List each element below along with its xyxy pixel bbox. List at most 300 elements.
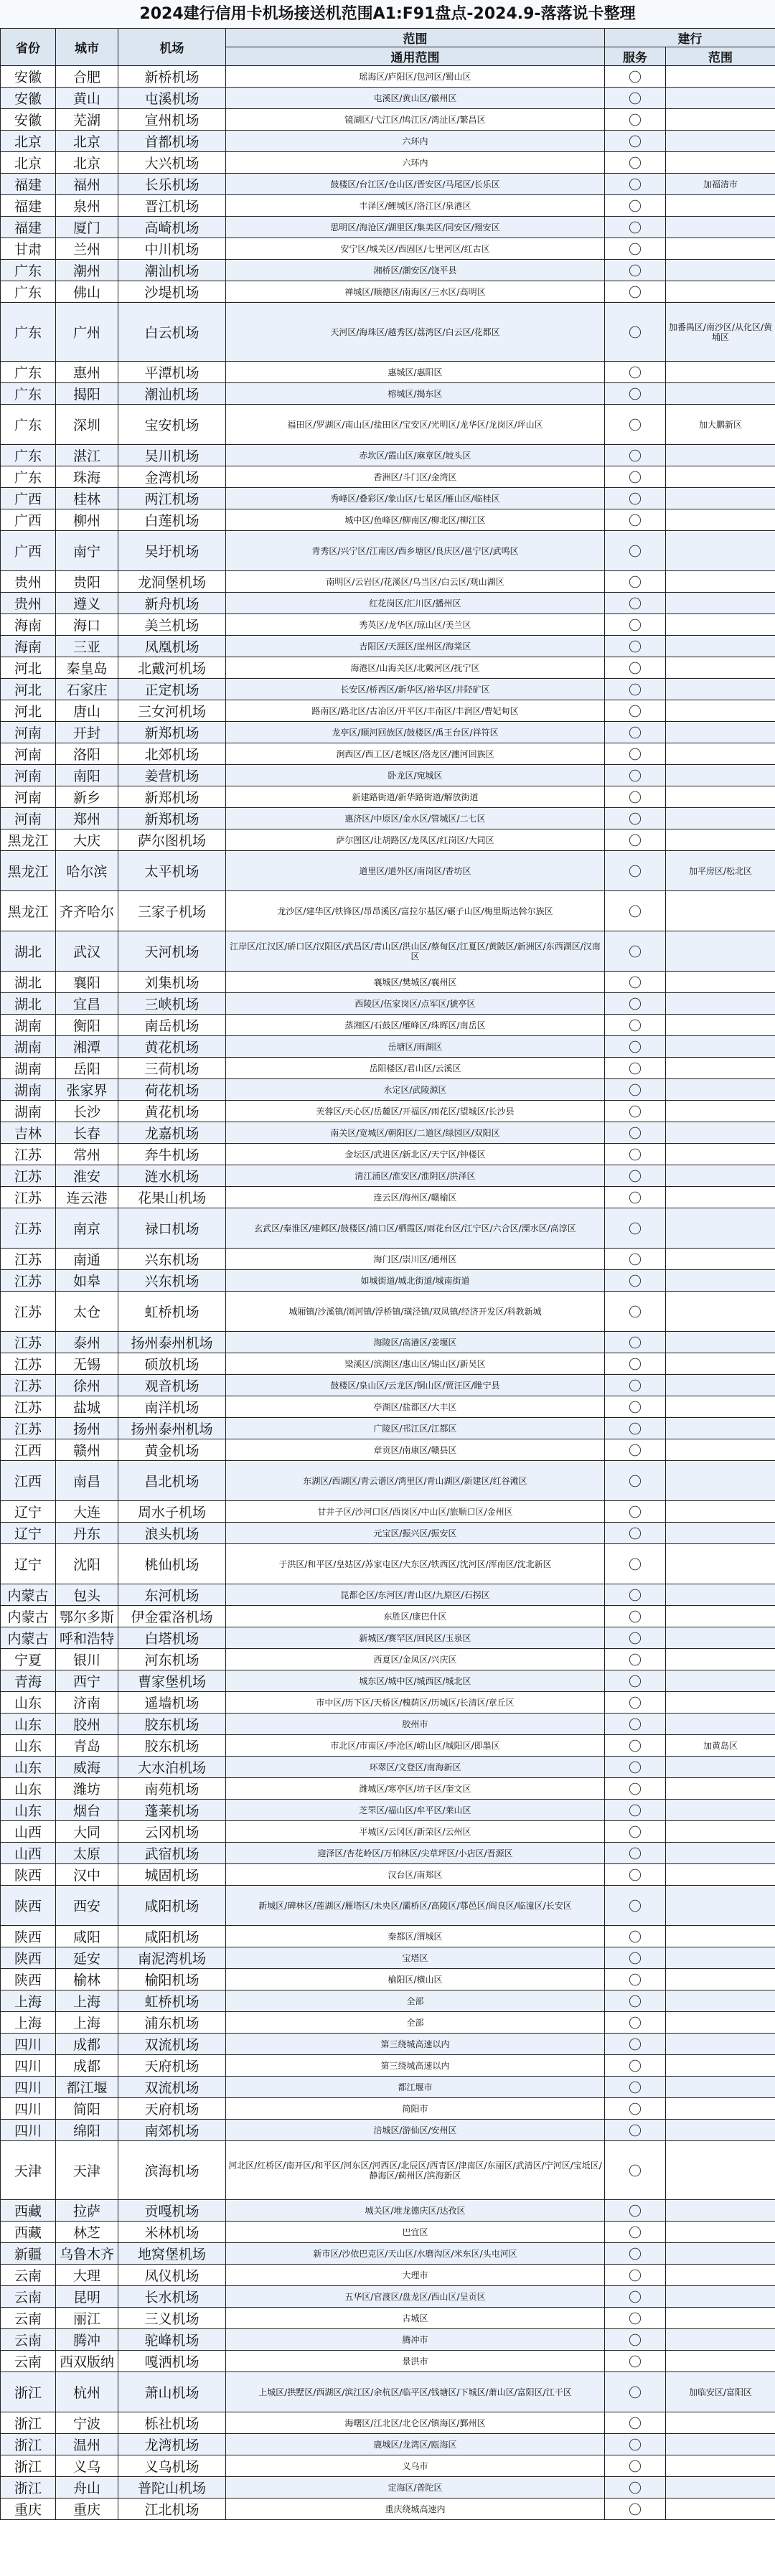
- airport-cell: 大水泊机场: [118, 1757, 226, 1778]
- service-mark-cell: 〇: [605, 1036, 666, 1058]
- province-cell: 陕西: [1, 1969, 56, 1990]
- province-cell: 四川: [1, 2098, 56, 2120]
- city-cell: 湘潭: [56, 1036, 118, 1058]
- service-mark-cell: 〇: [605, 1670, 666, 1692]
- airport-cell: 黄花机场: [118, 1101, 226, 1122]
- city-cell: 宜昌: [56, 993, 118, 1015]
- ccb-range-cell: [666, 1843, 775, 1864]
- header-airport: 机场: [118, 29, 226, 66]
- province-cell: 山西: [1, 1821, 56, 1843]
- province-cell: 河南: [1, 743, 56, 765]
- ccb-range-cell: [666, 1649, 775, 1670]
- general-range-cell: 六环内: [226, 152, 605, 174]
- service-mark-cell: 〇: [605, 488, 666, 509]
- table-row: [1, 531, 775, 571]
- table-row: [1, 66, 775, 88]
- ccb-range-cell: [666, 1165, 775, 1187]
- ccb-range-cell: [666, 1249, 775, 1270]
- general-range-cell: 六环内: [226, 131, 605, 152]
- table-row: [1, 1584, 775, 1606]
- table-row: [1, 1058, 775, 1079]
- city-cell: 威海: [56, 1757, 118, 1778]
- city-cell: 石家庄: [56, 679, 118, 700]
- general-range-cell: 五华区/官渡区/盘龙区/西山区/呈贡区: [226, 2286, 605, 2308]
- service-mark-cell: 〇: [605, 1544, 666, 1584]
- city-cell: 宁波: [56, 2412, 118, 2434]
- service-mark-cell: 〇: [605, 1584, 666, 1606]
- province-cell: 云南: [1, 2265, 56, 2286]
- city-cell: 厦门: [56, 217, 118, 238]
- ccb-range-cell: [666, 1501, 775, 1523]
- city-cell: 南通: [56, 1249, 118, 1270]
- service-mark-cell: 〇: [605, 2077, 666, 2098]
- general-range-cell: 景洪市: [226, 2351, 605, 2372]
- province-cell: 湖北: [1, 931, 56, 972]
- general-range-cell: 涪城区/游仙区/安州区: [226, 2120, 605, 2141]
- general-range-cell: 昆都仑区/东河区/青山区/九原区/石拐区: [226, 1584, 605, 1606]
- general-range-cell: 丰泽区/鲤城区/洛江区/泉港区: [226, 195, 605, 217]
- table-row: [1, 2098, 775, 2120]
- city-cell: 湛江: [56, 445, 118, 466]
- province-cell: 山西: [1, 1843, 56, 1864]
- table-row: [1, 2243, 775, 2265]
- general-range-cell: 瑶海区/庐阳区/包河区/蜀山区: [226, 66, 605, 88]
- table-row: [1, 1843, 775, 1864]
- table-row: [1, 1692, 775, 1714]
- province-cell: 河北: [1, 700, 56, 722]
- ccb-range-cell: [666, 2098, 775, 2120]
- general-range-cell: 榆阳区/横山区: [226, 1969, 605, 1990]
- airport-cell: 地窝堡机场: [118, 2243, 226, 2265]
- table-row: [1, 2286, 775, 2308]
- province-cell: 福建: [1, 195, 56, 217]
- ccb-range-cell: [666, 1523, 775, 1544]
- table-row: [1, 1990, 775, 2012]
- airport-cell: 扬州泰州机场: [118, 1332, 226, 1353]
- ccb-range-cell: [666, 993, 775, 1015]
- ccb-range-cell: [666, 1990, 775, 2012]
- table-row: [1, 1461, 775, 1501]
- general-range-cell: 鼓楼区/泉山区/云龙区/铜山区/贾汪区/睢宁县: [226, 1375, 605, 1396]
- ccb-range-cell: 加福清市: [666, 174, 775, 195]
- service-mark-cell: 〇: [605, 931, 666, 972]
- city-cell: 遵义: [56, 593, 118, 614]
- general-range-cell: 新建路街道/新华路街道/解放街道: [226, 786, 605, 808]
- service-mark-cell: 〇: [605, 1375, 666, 1396]
- general-range-cell: 思明区/海沧区/湖里区/集美区/同安区/翔安区: [226, 217, 605, 238]
- ccb-range-cell: [666, 1036, 775, 1058]
- airport-cell: 美兰机场: [118, 614, 226, 636]
- airport-cell: 嘎洒机场: [118, 2351, 226, 2372]
- general-range-cell: 鼓楼区/台江区/仓山区/晋安区/马尾区/长乐区: [226, 174, 605, 195]
- province-cell: 江西: [1, 1461, 56, 1501]
- general-range-cell: 路南区/路北区/古冶区/开平区/丰南区/丰润区/曹妃甸区: [226, 700, 605, 722]
- city-cell: 南京: [56, 1208, 118, 1249]
- airport-cell: 花果山机场: [118, 1187, 226, 1208]
- general-range-cell: 福田区/罗湖区/南山区/盐田区/宝安区/光明区/龙华区/龙岗区/坪山区: [226, 405, 605, 445]
- city-cell: 洛阳: [56, 743, 118, 765]
- general-range-cell: 海曙区/江北区/北仑区/镇海区/鄞州区: [226, 2412, 605, 2434]
- city-cell: 大理: [56, 2265, 118, 2286]
- city-cell: 鄂尔多斯: [56, 1606, 118, 1627]
- service-mark-cell: 〇: [605, 2141, 666, 2200]
- page-title: 2024建行信用卡机场接送机范围A1:F91盘点-2024.9-落落说卡整理: [0, 0, 775, 28]
- ccb-range-cell: [666, 509, 775, 531]
- table-row: [1, 1036, 775, 1058]
- airport-cell: 双流机场: [118, 2034, 226, 2055]
- service-mark-cell: 〇: [605, 614, 666, 636]
- general-range-cell: 城东区/城中区/城西区/城北区: [226, 1670, 605, 1692]
- airport-range-table: [0, 28, 775, 2520]
- city-cell: 佛山: [56, 281, 118, 303]
- service-mark-cell: 〇: [605, 1332, 666, 1353]
- header-province: 省份: [1, 29, 56, 66]
- province-cell: 福建: [1, 217, 56, 238]
- province-cell: 四川: [1, 2034, 56, 2055]
- table-row: [1, 2034, 775, 2055]
- table-row: [1, 2329, 775, 2351]
- airport-cell: 虹桥机场: [118, 1292, 226, 1332]
- airport-cell: 江北机场: [118, 2499, 226, 2520]
- service-mark-cell: 〇: [605, 829, 666, 851]
- table-row: [1, 195, 775, 217]
- province-cell: 宁夏: [1, 1649, 56, 1670]
- service-mark-cell: 〇: [605, 1990, 666, 2012]
- province-cell: 陕西: [1, 1926, 56, 1947]
- airport-cell: 潮汕机场: [118, 383, 226, 405]
- general-range-cell: 秦都区/渭城区: [226, 1926, 605, 1947]
- ccb-range-cell: [666, 488, 775, 509]
- ccb-range-cell: [666, 131, 775, 152]
- airport-cell: 凤凰机场: [118, 636, 226, 657]
- airport-cell: 奔牛机场: [118, 1144, 226, 1165]
- province-cell: 辽宁: [1, 1544, 56, 1584]
- province-cell: 新疆: [1, 2243, 56, 2265]
- province-cell: 山东: [1, 1757, 56, 1778]
- province-cell: 山东: [1, 1692, 56, 1714]
- table-row: [1, 829, 775, 851]
- general-range-cell: 榕城区/揭东区: [226, 383, 605, 405]
- city-cell: 沈阳: [56, 1544, 118, 1584]
- airport-cell: 栎社机场: [118, 2412, 226, 2434]
- airport-cell: 三荷机场: [118, 1058, 226, 1079]
- airport-cell: 宣州机场: [118, 109, 226, 131]
- province-cell: 江苏: [1, 1418, 56, 1439]
- table-row: [1, 1670, 775, 1692]
- service-mark-cell: 〇: [605, 2477, 666, 2499]
- province-cell: 广东: [1, 445, 56, 466]
- city-cell: 拉萨: [56, 2200, 118, 2222]
- airport-cell: 两江机场: [118, 488, 226, 509]
- airport-cell: 沙堤机场: [118, 281, 226, 303]
- general-range-cell: 新市区/沙依巴克区/天山区/水磨沟区/米东区/头屯河区: [226, 2243, 605, 2265]
- airport-cell: 宝安机场: [118, 405, 226, 445]
- table-row: [1, 1714, 775, 1735]
- service-mark-cell: 〇: [605, 1208, 666, 1249]
- table-row: [1, 1439, 775, 1461]
- province-cell: 河南: [1, 786, 56, 808]
- airport-cell: 萨尔图机场: [118, 829, 226, 851]
- province-cell: 浙江: [1, 2477, 56, 2499]
- table-row: [1, 1969, 775, 1990]
- table-row: [1, 1375, 775, 1396]
- province-cell: 福建: [1, 174, 56, 195]
- province-cell: 吉林: [1, 1122, 56, 1144]
- airport-cell: 观音机场: [118, 1375, 226, 1396]
- header-service: 服务: [605, 47, 666, 66]
- ccb-range-cell: [666, 2329, 775, 2351]
- airport-cell: 曹家堡机场: [118, 1670, 226, 1692]
- airport-cell: 米林机场: [118, 2222, 226, 2243]
- table-row: [1, 509, 775, 531]
- service-mark-cell: 〇: [605, 152, 666, 174]
- general-range-cell: 西陵区/伍家岗区/点军区/猇亭区: [226, 993, 605, 1015]
- header-city: 城市: [56, 29, 118, 66]
- table-row: [1, 445, 775, 466]
- city-cell: 哈尔滨: [56, 851, 118, 891]
- city-cell: 连云港: [56, 1187, 118, 1208]
- city-cell: 新乡: [56, 786, 118, 808]
- province-cell: 内蒙古: [1, 1627, 56, 1649]
- table-row: [1, 743, 775, 765]
- general-range-cell: 广陵区/邗江区/江都区: [226, 1418, 605, 1439]
- province-cell: 江苏: [1, 1208, 56, 1249]
- ccb-range-cell: [666, 765, 775, 786]
- province-cell: 广西: [1, 531, 56, 571]
- ccb-range-cell: [666, 531, 775, 571]
- airport-cell: 龙洞堡机场: [118, 571, 226, 593]
- service-mark-cell: 〇: [605, 131, 666, 152]
- general-range-cell: 腾冲市: [226, 2329, 605, 2351]
- table-row: [1, 1864, 775, 1886]
- city-cell: 开封: [56, 722, 118, 743]
- service-mark-cell: 〇: [605, 786, 666, 808]
- city-cell: 无锡: [56, 1353, 118, 1375]
- service-mark-cell: 〇: [605, 2455, 666, 2477]
- province-cell: 江苏: [1, 1144, 56, 1165]
- service-mark-cell: 〇: [605, 636, 666, 657]
- province-cell: 上海: [1, 1990, 56, 2012]
- ccb-range-cell: [666, 1292, 775, 1332]
- table-row: [1, 1947, 775, 1969]
- service-mark-cell: 〇: [605, 2034, 666, 2055]
- service-mark-cell: 〇: [605, 1418, 666, 1439]
- service-mark-cell: 〇: [605, 1079, 666, 1101]
- general-range-cell: 岳阳楼区/君山区/云溪区: [226, 1058, 605, 1079]
- city-cell: 潍坊: [56, 1778, 118, 1800]
- service-mark-cell: 〇: [605, 2372, 666, 2412]
- airport-cell: 驼峰机场: [118, 2329, 226, 2351]
- province-cell: 广西: [1, 488, 56, 509]
- service-mark-cell: 〇: [605, 1015, 666, 1036]
- ccb-range-cell: [666, 2434, 775, 2455]
- province-cell: 上海: [1, 2012, 56, 2034]
- table-row: [1, 303, 775, 362]
- general-range-cell: 香洲区/斗门区/金湾区: [226, 466, 605, 488]
- city-cell: 青岛: [56, 1735, 118, 1757]
- ccb-range-cell: [666, 2243, 775, 2265]
- service-mark-cell: 〇: [605, 1692, 666, 1714]
- table-row: [1, 238, 775, 260]
- general-range-cell: 湘桥区/潮安区/饶平县: [226, 260, 605, 281]
- service-mark-cell: 〇: [605, 238, 666, 260]
- service-mark-cell: 〇: [605, 891, 666, 931]
- service-mark-cell: 〇: [605, 260, 666, 281]
- airport-cell: 蓬莱机场: [118, 1800, 226, 1821]
- airport-cell: 吴圩机场: [118, 531, 226, 571]
- city-cell: 徐州: [56, 1375, 118, 1396]
- general-range-cell: 南关区/宽城区/朝阳区/二道区/绿园区/双阳区: [226, 1122, 605, 1144]
- service-mark-cell: 〇: [605, 2265, 666, 2286]
- province-cell: 云南: [1, 2329, 56, 2351]
- province-cell: 云南: [1, 2308, 56, 2329]
- service-mark-cell: 〇: [605, 1122, 666, 1144]
- general-range-cell: 秀峰区/叠彩区/象山区/七星区/雁山区/临桂区: [226, 488, 605, 509]
- table-row: [1, 466, 775, 488]
- ccb-range-cell: [666, 195, 775, 217]
- city-cell: 林芝: [56, 2222, 118, 2243]
- table-row: [1, 571, 775, 593]
- general-range-cell: 梁溪区/滨湖区/惠山区/锡山区/新吴区: [226, 1353, 605, 1375]
- ccb-range-cell: [666, 636, 775, 657]
- service-mark-cell: 〇: [605, 66, 666, 88]
- province-cell: 江西: [1, 1439, 56, 1461]
- ccb-range-cell: [666, 1461, 775, 1501]
- airport-cell: 兴东机场: [118, 1270, 226, 1292]
- city-cell: 淮安: [56, 1165, 118, 1187]
- province-cell: 贵州: [1, 593, 56, 614]
- province-cell: 广东: [1, 303, 56, 362]
- service-mark-cell: 〇: [605, 362, 666, 383]
- service-mark-cell: 〇: [605, 1886, 666, 1926]
- general-range-cell: 卧龙区/宛城区: [226, 765, 605, 786]
- airport-cell: 普陀山机场: [118, 2477, 226, 2499]
- table-row: [1, 1501, 775, 1523]
- province-cell: 河南: [1, 765, 56, 786]
- general-range-cell: 新城区/碑林区/莲湖区/雁塔区/未央区/灞桥区/高陵区/鄠邑区/阎良区/临潼区/长安区: [226, 1886, 605, 1926]
- airport-cell: 龙嘉机场: [118, 1122, 226, 1144]
- ccb-range-cell: [666, 1079, 775, 1101]
- airport-cell: 浪头机场: [118, 1523, 226, 1544]
- header-ccb: 建行: [605, 29, 775, 47]
- city-cell: 大同: [56, 1821, 118, 1843]
- general-range-cell: 萨尔图区/让胡路区/龙凤区/红岗区/大同区: [226, 829, 605, 851]
- service-mark-cell: 〇: [605, 2351, 666, 2372]
- general-range-cell: 胶州市: [226, 1714, 605, 1735]
- general-range-cell: 金坛区/武进区/新北区/天宁区/钟楼区: [226, 1144, 605, 1165]
- city-cell: 福州: [56, 174, 118, 195]
- airport-cell: 黄花机场: [118, 1036, 226, 1058]
- service-mark-cell: 〇: [605, 1501, 666, 1523]
- city-cell: 大庆: [56, 829, 118, 851]
- ccb-range-cell: [666, 786, 775, 808]
- table-row: [1, 2351, 775, 2372]
- ccb-range-cell: [666, 1864, 775, 1886]
- service-mark-cell: 〇: [605, 1714, 666, 1735]
- ccb-range-cell: [666, 88, 775, 109]
- table-row: [1, 2372, 775, 2412]
- city-cell: 武汉: [56, 931, 118, 972]
- province-cell: 江苏: [1, 1165, 56, 1187]
- service-mark-cell: 〇: [605, 765, 666, 786]
- service-mark-cell: 〇: [605, 1627, 666, 1649]
- city-cell: 襄阳: [56, 972, 118, 993]
- city-cell: 长沙: [56, 1101, 118, 1122]
- city-cell: 南昌: [56, 1461, 118, 1501]
- table-row: [1, 765, 775, 786]
- general-range-cell: 道里区/道外区/南岗区/香坊区: [226, 851, 605, 891]
- province-cell: 青海: [1, 1670, 56, 1692]
- service-mark-cell: 〇: [605, 1187, 666, 1208]
- airport-cell: 东河机场: [118, 1584, 226, 1606]
- general-range-cell: 古城区: [226, 2308, 605, 2329]
- table-row: [1, 1270, 775, 1292]
- ccb-range-cell: [666, 2265, 775, 2286]
- province-cell: 安徽: [1, 66, 56, 88]
- service-mark-cell: 〇: [605, 1249, 666, 1270]
- general-range-cell: 环翠区/文登区/南海新区: [226, 1757, 605, 1778]
- airport-cell: 新郑机场: [118, 808, 226, 829]
- province-cell: 广东: [1, 405, 56, 445]
- province-cell: 广东: [1, 281, 56, 303]
- table-row: [1, 1396, 775, 1418]
- table-row: [1, 1208, 775, 1249]
- airport-cell: 涟水机场: [118, 1165, 226, 1187]
- ccb-range-cell: [666, 445, 775, 466]
- ccb-range-cell: [666, 2455, 775, 2477]
- table-row: [1, 1757, 775, 1778]
- service-mark-cell: 〇: [605, 405, 666, 445]
- service-mark-cell: 〇: [605, 2499, 666, 2520]
- city-cell: 上海: [56, 1990, 118, 2012]
- ccb-range-cell: [666, 679, 775, 700]
- city-cell: 长春: [56, 1122, 118, 1144]
- city-cell: 深圳: [56, 405, 118, 445]
- airport-cell: 南岳机场: [118, 1015, 226, 1036]
- service-mark-cell: 〇: [605, 1821, 666, 1843]
- general-range-cell: 如城街道/城北街道/城南街道: [226, 1270, 605, 1292]
- general-range-cell: 吉阳区/天涯区/崖州区/海棠区: [226, 636, 605, 657]
- table-row: [1, 679, 775, 700]
- province-cell: 湖南: [1, 1058, 56, 1079]
- province-cell: 云南: [1, 2286, 56, 2308]
- general-range-cell: 汉台区/南郑区: [226, 1864, 605, 1886]
- city-cell: 丹东: [56, 1523, 118, 1544]
- service-mark-cell: 〇: [605, 1843, 666, 1864]
- general-range-cell: 芝罘区/福山区/牟平区/莱山区: [226, 1800, 605, 1821]
- table-row: [1, 636, 775, 657]
- city-cell: 汉中: [56, 1864, 118, 1886]
- general-range-cell: 城厢镇/沙溪镇/浏河镇/浮桥镇/璜泾镇/双凤镇/经济开发区/科教新城: [226, 1292, 605, 1332]
- city-cell: 腾冲: [56, 2329, 118, 2351]
- airport-cell: 天府机场: [118, 2055, 226, 2077]
- header-range: 范围: [226, 29, 605, 47]
- service-mark-cell: 〇: [605, 445, 666, 466]
- ccb-range-cell: [666, 891, 775, 931]
- service-mark-cell: 〇: [605, 88, 666, 109]
- service-mark-cell: 〇: [605, 808, 666, 829]
- airport-cell: 胶东机场: [118, 1735, 226, 1757]
- province-cell: 广东: [1, 466, 56, 488]
- table-row: [1, 2455, 775, 2477]
- province-cell: 贵州: [1, 571, 56, 593]
- table-row: [1, 1165, 775, 1187]
- city-cell: 芜湖: [56, 109, 118, 131]
- ccb-range-cell: [666, 2351, 775, 2372]
- ccb-range-cell: 加临安区/富阳区: [666, 2372, 775, 2412]
- general-range-cell: 安宁区/城关区/西固区/七里河区/红古区: [226, 238, 605, 260]
- table-row: [1, 1627, 775, 1649]
